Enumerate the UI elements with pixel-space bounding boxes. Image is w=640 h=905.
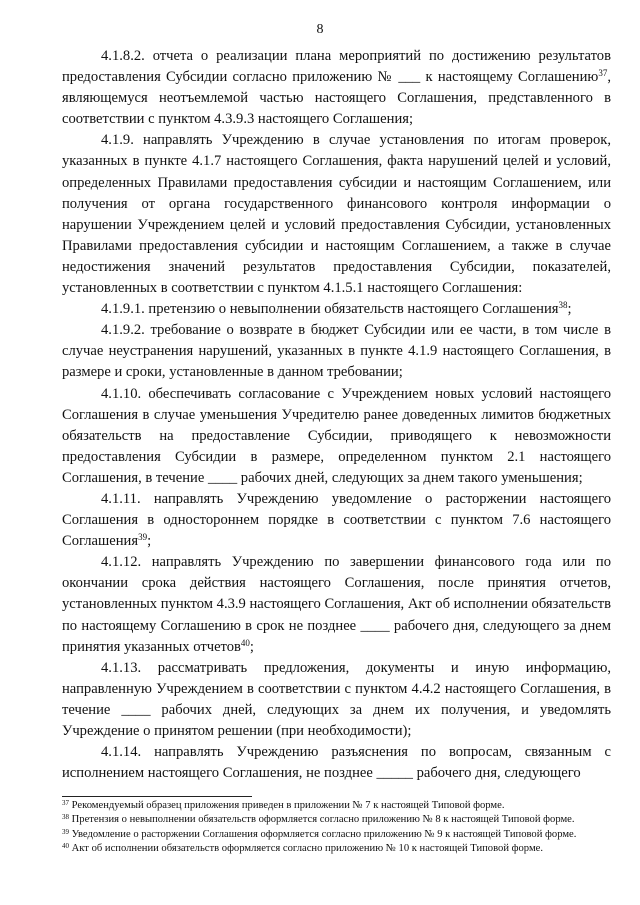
- page-number: 8: [316, 22, 324, 37]
- footnote-38: $^{38}$ Претензия о невыполнении обязательств оформляется согласно приложению № 8 к настоящей Типовой форме.: [62, 813, 575, 826]
- footnote-ref-38: 38: [558, 300, 568, 311]
- paragraph-4-1-9-1: 4.1.9.1. претензию о невыполнении обязательств настоящего Соглашения$^{38}$;: [101, 300, 572, 318]
- paragraph-4-1-12: 4.1.12. направлять Учреждению по завершении финансового года или по окончании срока действия настоящего Соглашения, после принятия отчетов, установленных пунктом 4.3.9 настоящего Соглашения, Акт об исполнении обязательств по настоящему Соглашению в срок не позднее ____ рабочего дня, следующего за днем принятия указанных отчетов$^{40}$;: [62, 554, 611, 655]
- footnote-39: $^{39}$ Уведомление о расторжении Соглашения оформляется согласно приложению № 9 к настоящей Типовой форме.: [62, 827, 577, 840]
- paragraph-4-1-14: 4.1.14. направлять Учреждению разъяснения по вопросам, связанным с исполнением настоящего Соглашения, не позднее _____ рабочего дня, следующего: [62, 744, 611, 782]
- paragraph-4-1-9: 4.1.9. направлять Учреждению в случае установления по итогам проверок, указанных в пункте 4.1.7 настоящего Соглашения, факта нарушений целей и условий, определенных Правилами предоставления субсидии и настоящим Соглашением, или получения от органа государственного финансового контроля информации о нарушении Учреждением целей и условий предоставления Субсидии, установленных Правилами предоставления субсидии и настоящим Соглашением, а также в случае недостижения значений результатов предоставления Субсидии, показателей, установленных в соответствии с пунктом 4.1.5.1 настоящего Соглашения:: [62, 132, 611, 297]
- paragraph-4-1-10: 4.1.10. обеспечивать согласование с Учреждением новых условий настоящего Соглашения в случае уменьшения Учредителю ранее доведенных лимитов бюджетных обязательств на предоставление Субсидии, приводящего к невозможности предоставления Субсидии в размере, определенном пунктом 2.1 настоящего Соглашения, в течение ____ рабочих дней, следующих за днем такого уменьшения;: [62, 385, 611, 486]
- footnote-ref-39: 39: [138, 532, 148, 543]
- paragraph-4-1-8-2: 4.1.8.2. отчета о реализации плана мероприятий по достижению результатов предоставления Субсидии согласно приложению № ___ к настоящему Соглашению$^{37}$, являющемуся неотъемлемой частью настоящего Соглашения, представленного в соответствии с пунктом 4.3.9.3 настоящего Соглашения;: [62, 48, 611, 128]
- footnote-37: $^{37}$ Рекомендуемый образец приложения приведен в приложении № 7 к настоящей Типовой форме.: [62, 799, 505, 811]
- paragraph-4-1-11: 4.1.11. направлять Учреждению уведомление о расторжении настоящего Соглашения в одностороннем порядке в соответствии с пунктом 7.6 настоящего Соглашения$^{39}$;: [62, 490, 611, 550]
- footnote-ref-40: 40: [240, 637, 250, 648]
- footnote-separator: [62, 796, 252, 797]
- paragraph-4-1-13: 4.1.13. рассматривать предложения, документы и иную информацию, направленную Учреждением в соответствии с пунктом 4.4.2 настоящего Соглашения, в течение ____ рабочих дней, следующих за днем их получения, и уведомлять Учреждение о принятом решении (при необходимости);: [62, 659, 611, 739]
- footnote-40: $^{40}$ Акт об исполнении обязательств оформляется согласно приложению № 10 к настоящей Типовой форме.: [62, 842, 544, 855]
- document-body: [62, 46, 611, 784]
- paragraph-4-1-9-2: 4.1.9.2. требование о возврате в бюджет Субсидии или ее части, в том числе в случае неустранения нарушений, указанных в пункте 4.1.9 настоящего Соглашения, в размере и сроки, установленные в данном требовании;: [62, 322, 611, 381]
- footnote-ref-37: 37: [598, 68, 608, 79]
- footnotes: [62, 799, 622, 857]
